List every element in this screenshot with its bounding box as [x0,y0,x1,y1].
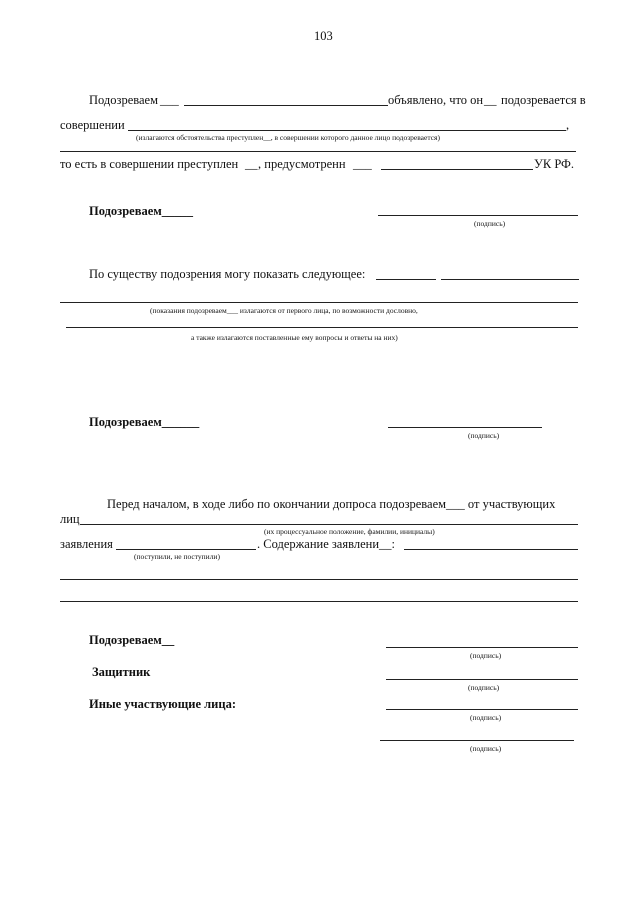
that-is-text: то есть в совершении преступлен [60,157,239,171]
signature-caption-2: (подпись) [468,431,500,440]
signature-line-3 [386,647,578,648]
blank-b: __ [484,93,497,107]
statements-word: заявления [60,537,113,551]
provided-text: , предусмотренн [258,157,346,171]
content-line-3 [60,601,578,602]
testimony-intro: По существу подозрения могу показать следующее: [89,267,366,281]
signature-line-2 [388,427,542,428]
circumstances-line-2 [60,151,576,152]
content-line-2 [60,579,578,580]
testimony-hint-2: а также излагаются поставленные ему вопросы и ответы на них) [191,333,398,342]
statements-intro: Перед началом, в ходе либо по окончании допроса подозреваем___ от участвующих [107,497,556,511]
suspected-in-text: подозревается в [501,93,586,107]
content-label: . Содержание заявлени__: [257,537,395,551]
page-number: 103 [314,29,333,43]
comma: , [566,118,570,132]
hint-received: (поступили, не поступили) [134,552,220,561]
announced-text: объявлено, что он [388,93,484,107]
signature-line-defender [386,679,578,680]
received-line [116,549,256,550]
hint-circumstances: (излагаются обстоятельства преступлен__, в совершении которого данное лицо подозревается) [136,133,440,142]
in-commission-text: совершении [60,118,125,132]
content-line [404,549,578,550]
suspect-word: Подозреваем [89,93,159,107]
blank-a: ___ [160,93,179,107]
code-ref: УК РФ. [534,157,575,171]
circumstances-line [128,130,566,131]
signature-line-1 [378,215,578,216]
testimony-line-1b [441,279,579,280]
others-label: Иные участвующие лица: [89,697,236,711]
signature-caption-others-2: (подпись) [470,744,502,753]
testimony-line-1a [376,279,436,280]
persons-line [80,524,578,525]
testimony-line-2 [60,302,578,303]
suspect-signature-label-2: Подозреваем______ [89,415,200,429]
blank-d: ___ [353,157,372,171]
blank-line [184,105,388,106]
testimony-line-3 [66,327,578,328]
blank-c: __ [245,157,258,171]
signature-caption-defender: (подпись) [468,683,500,692]
persons-text: лиц [60,512,80,526]
signature-line-others-2 [380,740,574,741]
suspect-signature-label-3: Подозреваем__ [89,633,175,647]
testimony-hint-1: (показания подозреваем___ излагаются от первого лица, по возможности дословно, [150,306,418,315]
signature-caption-1: (подпись) [474,219,506,228]
article-line [381,169,533,170]
signature-line-others-1 [386,709,578,710]
signature-caption-others-1: (подпись) [470,713,502,722]
defender-label: Защитник [92,665,151,679]
signature-caption-3: (подпись) [470,651,502,660]
suspect-signature-label-1: Подозреваем_____ [89,204,194,218]
hint-persons: (их процессуальное положение, фамилии, инициалы) [264,527,435,536]
